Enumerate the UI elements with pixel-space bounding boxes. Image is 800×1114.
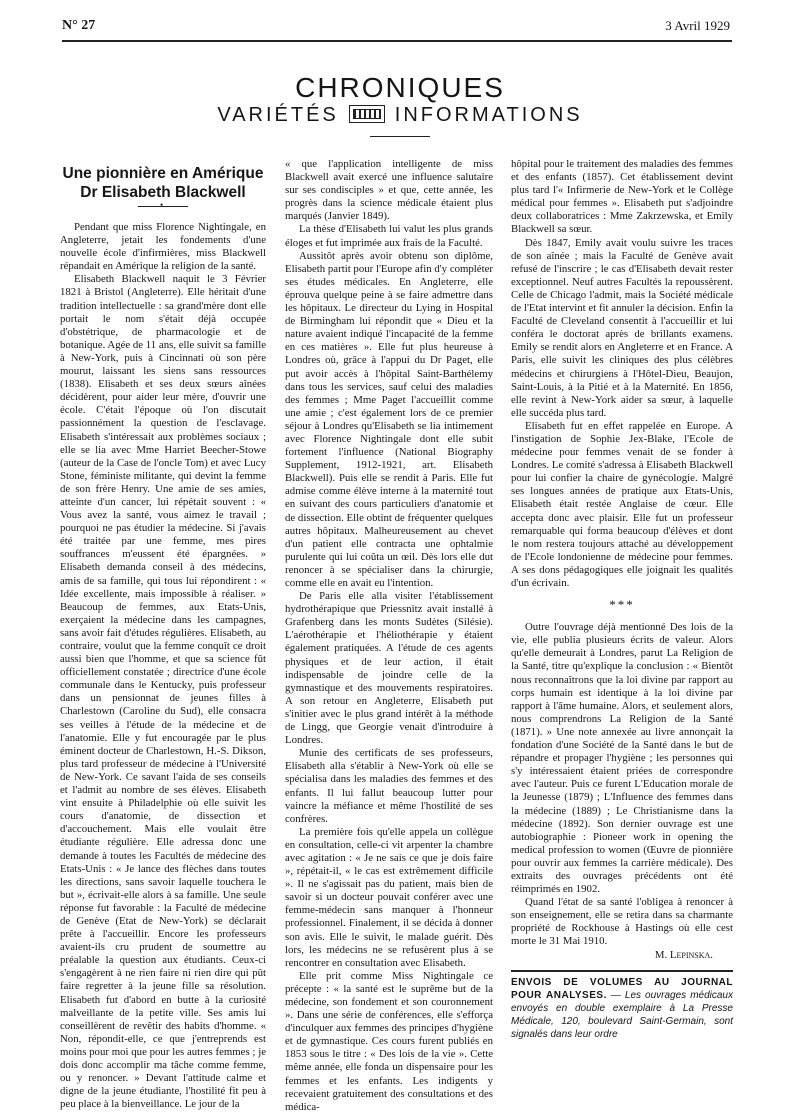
paragraph: Elle prit comme Miss Nightingale ce précepte : « la santé est le suprême but de la médecine, son fondement et son couronnement ». Dans une série de conférences, elle s'efforça d'inculquer aux femmes des principes d'hygiène et de gymnastique. Ces cours furent publiés en 1853 sous le titre : « Des lois de la vie ». Cette même année, elle fonda un dispensaire pour les femmes et les enfants. Les indigents y recevaient gratuitement des consultations et des médica- xyxy=(285,969,493,1113)
paragraph: Outre l'ouvrage déjà mentionné Des lois de la vie, elle publia plusieurs écrits de valeur. Alors qu'elle demeurait à Londres, parut La Religion de la Santé, titre qu'explique la conclusion : « Bientôt nous reconnaîtrons que la loi divine par rapport au corps humain est identique à la loi divine par rapport à l'âme humaine. Alors, et seulement alors, nous comprendrons La Religion de la Santé (1871). » Une note annexée au livre annonçait la fondation d'une Société de la Santé dans le but de répandre et propager l'hygiène ; les personnes qui s'y intéressaient étaient priées de correspondre avec l'auteur. Puis ce furent L'Education morale de la Jeunesse (1879) ; L'Influence des femmes dans la médecine (1889) ; Le Christianisme dans la médecine (1892). Son dernier ouvrage est une autobiographie : Pioneer work in opening the medical profession to women (Œuvre de pionnière pour ouvrir aux femmes la carrière médicale). Des extraits des ouvrages précédents ont été réimprimés en 1902. xyxy=(511,621,733,896)
column-1 xyxy=(60,158,266,1111)
paragraph: Dès 1847, Emily avait voulu suivre les traces de son aînée ; mais la Faculté de Genève avait refusé de l'inscrire ; le cas d'Elisabeth devait rester exceptionnel. Neuf autres Facultés la repoussèrent. Celle de Chicago l'admit, mais la Société médicale de l'Etat intervint et fit annuler la décision. Enfin la Faculté de Cleveland consentit à l'accueillir et lui conféra le doctorat après de brillants examens. Emily se rendit alors en Angleterre et en France. A Paris, elle suivit les cliniques des plus célèbres médecins et chirurgiens à l'Hôtel-Dieu, Beaujon, Saint-Louis, à la Pitié et à la Maternité. En 1856, elle revint à New-York aider sa sœur, à laquelle elle succéda plus tard. xyxy=(511,236,733,419)
paragraph: La première fois qu'elle appela un collègue en consultation, celle-ci vit arpenter la chambre avec agitation : « Je ne sais ce que je dois faire », répétait-il, « le cas est extrêmement difficile ». Il ne s'agissait pas du patient, mais bien de savoir si un docteur pouvait conférer avec une femme-médecin sans manquer à l'honneur professionnel. Finalement, il se décida à donner son avis. Elle le suivit, le malade guérit. Dès lors, les médecins ne se refusèrent plus à se rencontrer en consultation avec Elisabeth. xyxy=(285,825,493,969)
paragraph: Elisabeth fut en effet rappelée en Europe. A l'instigation de Sophie Jex-Blake, l'Ecole de médecine pour femmes venait de se fonder à Londres. Le comité s'adressa à Elisabeth Blackwell pour lui confier la chaire de gynécologie. Malgré ses longues années de pratique aux Etats-Unis, Elisabeth était restée Anglaise de cœur. Elle accepta donc avec plaisir. Elle fut un professeur remarquable qui forma beaucoup d'élèves et dont le nom restera toujours attaché au développement de l'Ecole londonienne de médecine pour femmes. A ses dons pédagogiques elle joignait les qualités d'un écrivain. xyxy=(511,419,733,589)
article-title-line2: Dr Elisabeth Blackwell xyxy=(80,184,246,201)
paragraph: Elisabeth Blackwell naquit le 3 Février 1821 à Bristol (Angleterre). Elle héritait d'une tradition intellectuelle : sa grand'mère dont elle portait le nom s'était déjà occupée d'obstétrique, de pharmacologie et de botanique. Agée de 11 ans, elle suivit sa famille à New-York, puis à Cincinnati où son père mourut, laissant les siens sans ressources (1838). Elisabeth et ses deux sœurs aînées décidèrent, pour aider leur mère, d'ouvrir une école. C'était l'époque où l'on discutait passionnément la question de l'esclavage. Elisabeth s'intéressait aux problèmes sociaux ; elle se lia avec Mme Harriet Beecher-Stowe (auteur de la Case de l'oncle Tom) et avec Lucy Stone, féministe militante, qui devint la femme de son frère Henry. Une amie de ses amies, atteinte d'un cancer, lui répétait souvent : « Vous avez la santé, vous aimez le travail ; pourquoi ne pas étudier la médecine. Si j'avais été traitée par une femme, mes pires souffrances m'eussent été épargnées. » Elisabeth demanda conseil à des médecins, amis de sa famille, qui tous lui répondirent : « Idée excellente, mais impossible à réaliser. » Beaucoup de femmes, aux Etats-Unis, exerçaient la médecine dans les campagnes, sans avoir fait d'études régulières. Elisabeth, au contraire, voulut que la femme conquît ce droit aussi bien que l'homme, et que sa science fût officiellement constatée ; directrice d'une école communale dans le Kentucky, puis professeur dans un pensionnat de jeunes filles à Charlestown (Caroline du Sud), elle consacra ses veilles à l'étude de la médecine et de l'anatomie. Elle y fut encouragée par le plus éminent docteur de Charlestown, H.-S. Dikson, plus tard professeur de médecine à l'Université de New-York. Ce savant l'aida de ses conseils et l'admit au nombre de ses élèves. Elisabeth vint ensuite à Philadelphie où elle suivit les cours d'anatomie, de dissection et d'accouchement. Mais elle voulait être étudiante régulière. Elle adressa donc une demande à toutes les Facultés de médecine des Etats-Unis : « Je lance des flèches dans toutes les directions, sans savoir laquelle touchera le but », écrivait-elle alors à sa famille. Une seule réponse fut favorable : la Faculté de médecine de Genève (Etat de New-York) se déclarait prête à l'accueillir. Encore les professeurs avaient-ils cru prudent de soumettre au préalable la question aux étudiants. Ceux-ci s'engagèrent à ne rien faire ni rien dire qui pût faire regretter à la jeune fille sa résolution. Elisabeth fut d'abord en butte à la curiosité malveillante de la petite ville. Ses amis lui conseillèrent de revêtir des habits d'homme. « Non, répondit-elle, ce que j'entreprends est moins pour moi que pour les autres femmes ; je dois donc accomplir ma tâche comme femme, ou y renoncer. » Devant l'attitude calme et digne de la jeune étudiante, l'hostilité fit peu à peu place à la bienveillance. Le jour de la xyxy=(60,273,266,1111)
paragraph: De Paris elle alla visiter l'établissement hydrothérapique que Priessnitz avait installé à Grafenberg dans les monts Sudètes (Silésie). L'aérothérapie et l'héliothérapie y étaient également pratiquées. A l'étude de ces agents physiques et de leur action, il était indispensable de joindre celle de la gymnastique et des mouvements respiratoires. A son retour en Angleterre, Elisabeth put s'initier avec le plus grand intérêt à la méthode de Lingg, que Georgie venait d'introduire à Londres. xyxy=(285,590,493,747)
rubric-subtitle xyxy=(0,104,800,127)
notice-lead: ENVOIS DE VOLUMES AU JOURNAL POUR ANALYSES. xyxy=(511,976,733,1001)
article-title xyxy=(60,164,266,202)
ornament-icon xyxy=(349,105,385,123)
paragraph: Aussitôt après avoir obtenu son diplôme, Elisabeth partit pour l'Europe afin d'y compléter ses études médicales. En Angleterre, elle éprouva quelque peine à se faire admettre dans les hôpitaux. Le directeur du Lying in Hospital de Birmingham lui répondit que « Dieu et la nature avaient indiqué l'incapacité de la femme en ces matières ». Elle fut plus heureuse à Londres où, grâce à l'appui du Dr Paget, elle put avoir accès à l'hôpital Saint-Barthélemy dans tous les services, sauf celui des maladies des femmes ; Mme Paget l'accueillit comme une amie ; c'est également lors de ce premier séjour à Londres qu'Elisabeth se lia intimement avec Florence Nightingale dont elle subit fortement l'influence (National Biography Supplement, 1912-1921, art. Elisabeth Blackwell). Puis elle se rendit à Paris. Elle fut admise comme élève interne à la maternité tout en suivant des cours particuliers d'anatomie et de dissection. Elle obtint de fréquenter quelques autres hôpitaux. Malheureusement au chevet d'un patient elle contracta une ophtalmie purulente qui lui coûta un œil. Dès lors elle dut renoncer à se spécialiser dans la chirurgie, comme elle en avait eu l'intention. xyxy=(285,249,493,589)
article-title-rule xyxy=(138,206,188,207)
paragraph: Munie des certificats de ses professeurs, Elisabeth alla s'établir à New-York où elle se spécialisa dans les maladies des femmes et des enfants. Il lui fallut beaucoup lutter pour vaincre la méfiance et même l'hostilité de ses confrères. xyxy=(285,747,493,825)
notice-rule xyxy=(511,970,733,972)
notice-text: — Les ouvrages médicaux envoyés en double exemplaire à La Presse Médicale, 120, boulevard Saint-Germain, sont signalés dans leur ordre xyxy=(511,989,733,1040)
paragraph: La thèse d'Elisabeth lui valut les plus grands éloges et fut imprimée aux frais de la Faculté. xyxy=(285,223,493,249)
section-separator: *** xyxy=(609,597,635,613)
column-3 xyxy=(511,158,733,1041)
rubric-title: CHRONIQUES xyxy=(295,72,505,103)
paragraph: Pendant que miss Florence Nightingale, en Angleterre, jetait les fondements d'une nouvelle école d'infirmières, miss Blackwell répandait en Amérique la religion de la santé. xyxy=(60,221,266,273)
notice xyxy=(511,976,733,1041)
rubric-left: VARIÉTÉS xyxy=(217,104,339,126)
article-title-line1: Une pionnière en Amérique xyxy=(62,165,264,182)
paragraph: « que l'application intelligente de miss Blackwell avait exercé une influence salutaire sur ses condisciples » et que, cette année, les progrès dans la science médicale étaient plus marqués (Janvier 1849). xyxy=(285,158,493,223)
issue-number: N° 27 xyxy=(62,18,96,33)
author-signature: M. Lepinska. xyxy=(654,948,713,961)
paragraph: hôpital pour le traitement des maladies des femmes et des enfants (1857). Cet établissement devint plus tard l'« Infirmerie de New-York et le Collège médical pour femmes ». Elisabeth put s'adjoindre deux collaboratrices : Mme Zakrzewska, et Emily Blackwell sa sœur. xyxy=(511,158,733,236)
rubric-rule xyxy=(370,136,430,137)
column-2 xyxy=(285,158,493,1114)
paragraph: Quand l'état de sa santé l'obligea à renoncer à son enseignement, elle se retira dans sa charmante propriété de Rockhouse à Hastings où elle cest morte le 31 Mai 1910. xyxy=(511,896,733,948)
header-rule xyxy=(62,40,732,42)
rubric-right: INFORMATIONS xyxy=(394,104,583,126)
issue-date: 3 Avril 1929 xyxy=(665,18,730,33)
